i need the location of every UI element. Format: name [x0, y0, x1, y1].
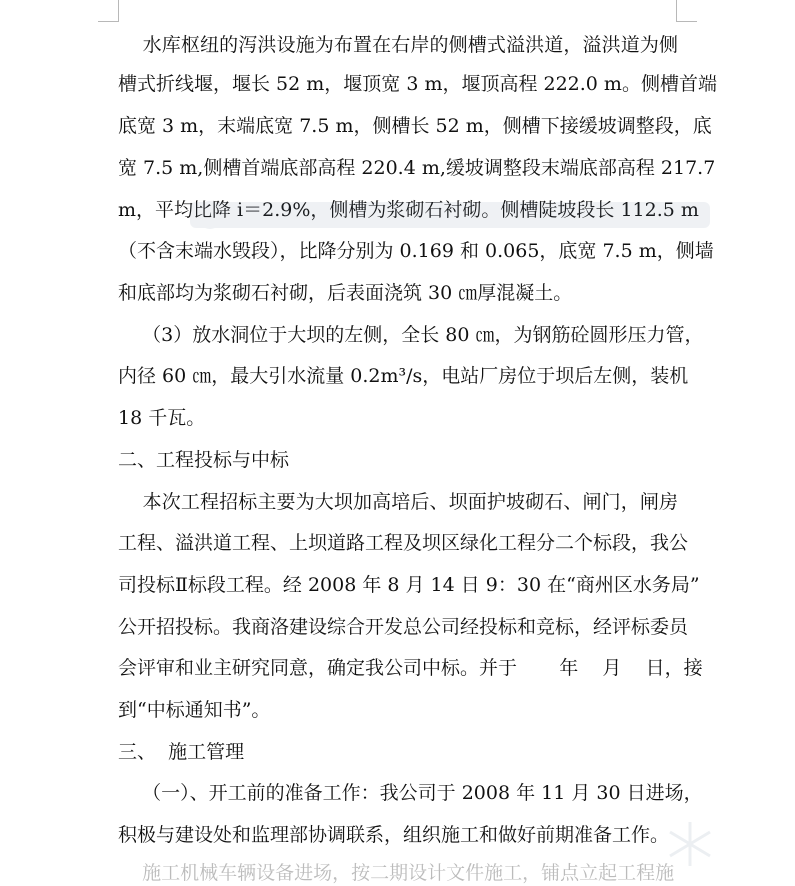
- paragraph-line: 和底部均为浆砌石衬砌，后表面浇筑 30 ㎝厚混凝土。: [118, 282, 573, 304]
- paragraph-line: 会评审和业主研究同意，确定我公司中标。并于 年 月 日，接: [118, 657, 703, 679]
- paragraph-line: 工程、溢洪道工程、上坝道路工程及坝区绿化工程分二个标段，我公: [118, 532, 689, 554]
- section-heading: 二、工程投标与中标: [118, 449, 290, 471]
- paragraph-line: 积极与建设处和监理部协调联系，组织施工和做好前期准备工作。: [118, 824, 670, 846]
- paragraph-line: 本次工程招标主要为大坝加高培后、坝面护坡砌石、闸门，闸房: [118, 491, 678, 513]
- paragraph-line: 内径 60 ㎝，最大引水流量 0.2m³/s，电站厂房位于坝后左侧，装机: [118, 365, 689, 387]
- paragraph-line: 底宽 3 m，末端底宽 7.5 m，侧槽长 52 m，侧槽下接缓坡调整段，底: [118, 115, 712, 137]
- crop-mark-left-horizontal: [98, 21, 119, 22]
- crop-mark-right-horizontal: [676, 21, 697, 22]
- crop-mark-left: [118, 0, 119, 22]
- paragraph-line: 宽 7.5 m,侧槽首端底部高程 220.4 m,缓坡调整段末端底部高程 217.7: [118, 157, 716, 179]
- paragraph-line: 司投标Ⅱ标段工程。经 2008 年 8 月 14 日 9：30 在“商州区水务局”: [118, 574, 700, 596]
- snowflake-watermark-icon: [660, 820, 720, 868]
- paragraph-line: （一）、开工前的准备工作：我公司于 2008 年 11 月 30 日进场，: [118, 782, 703, 804]
- paragraph-line: 18 千瓦。: [118, 407, 206, 429]
- section-heading: 三、 施工管理: [118, 741, 245, 763]
- paragraph-line: 槽式折线堰，堰长 52 m，堰顶宽 3 m，堰顶高程 222.0 m。侧槽首端: [118, 73, 717, 95]
- paragraph-line: 到“中标通知书”。: [118, 699, 271, 721]
- paragraph-line: （3）放水洞位于大坝的左侧，全长 80 ㎝，为钢筋砼圆形压力管，: [118, 324, 704, 346]
- paragraph-line: m，平均比降 i＝2.9%，侧槽为浆砌石衬砌。侧槽陡坡段长 112.5 m: [118, 199, 699, 221]
- paragraph-line: 公开招投标。我商洛建设综合开发总公司经投标和竞标，经评标委员: [118, 616, 689, 638]
- paragraph-line: （不含末端水毁段），比降分别为 0.169 和 0.065，底宽 7.5 m，侧墙: [118, 240, 714, 262]
- paragraph-line: 水库枢纽的泻洪设施为布置在右岸的侧槽式溢洪道，溢洪道为侧: [118, 34, 678, 56]
- crop-mark-right: [676, 0, 677, 22]
- paragraph-line-cut-off: 施工机械车辆设备进场，按二期设计文件施工，铺点立起工程施: [118, 862, 675, 884]
